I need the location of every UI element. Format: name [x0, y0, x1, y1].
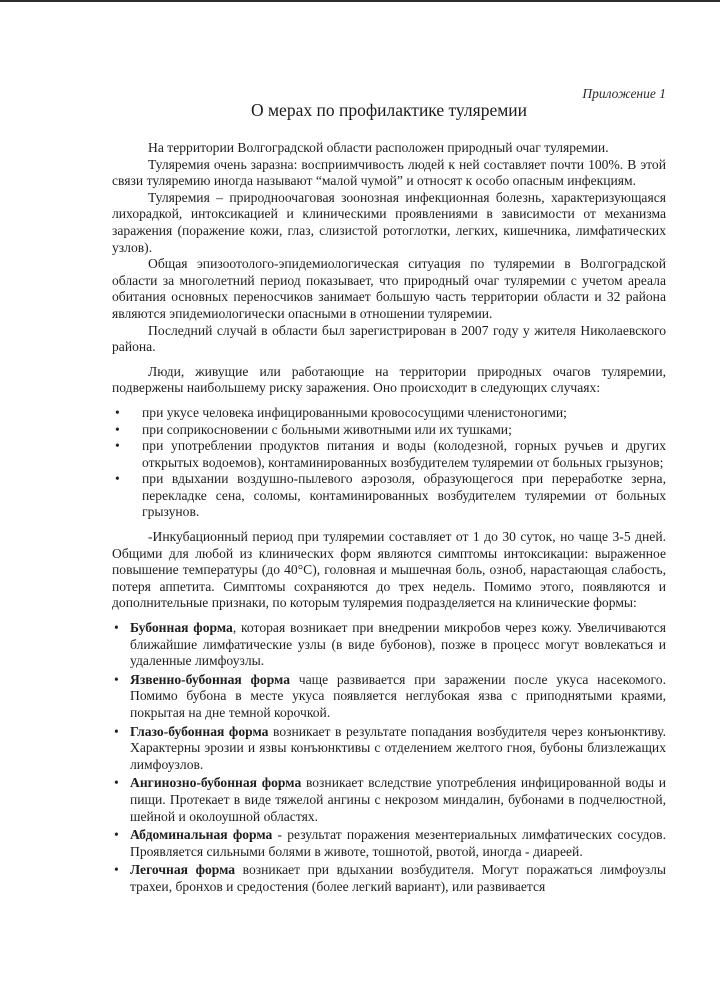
list-item: • Абдоминальная форма - результат поражения мезентериальных лимфатических сосудов. Проявляется сильными болями в животе, тошнотой, рвотой, иногда - диареей. — [114, 827, 666, 859]
document-body — [112, 140, 666, 898]
bullet-icon: • — [115, 404, 120, 420]
list-item: • при употреблении продуктов питания и воды (колодезной, горных ручьев и других открытых водоемов), контаминированных возбудителем туляремии от больных грызунов; — [115, 438, 666, 470]
paragraph-intro-1: На территории Волгоградской области расположен природный очаг туляремии. — [148, 140, 609, 155]
paragraph-intro-5: Последний случай в области был зарегистрирован в 2007 году у жителя Николаевского района. — [112, 322, 666, 355]
paragraph-intro-4: Общая эпизоотолого-эпидемиологическая ситуация по туляремии в Волгоградской области за многолетний период показывает, что природный очаг туляремии с учетом ареала обитания основных переносчиков занимает большую часть территории области и 32 района являются эпидемиологически опасными в отношении туляремии. — [112, 256, 666, 321]
paragraph-intro-3: Туляремия – природноочаговая зоонозная инфекционная болезнь, характеризующаяся лихорадкой, интоксикацией и клиническими проявлениями в зависимости от механизма заражения (поражение кожи, глаз, слизистой ротоглотки, легких, кишечника, лимфатических узлов). — [112, 189, 666, 255]
top-edge-bar — [0, 0, 720, 2]
form-name: Ангинозно-бубонная форма — [130, 775, 302, 791]
paragraph-incubation: -Инкубационный период при туляремии составляет от 1 до 30 суток, но чаще 3-5 дней. Общими для любой из клинических форм являются симптомы интоксикации: выраженное повышение температуры (до 40°С), головная и мышечная боль, озноб, нарастающая слабость, потеря аппетита. Симптомы сохраняются до трех недель. Помимо этого, появляются и дополнительные признаки, по которым туляремия подразделяется на клинические формы: — [112, 529, 666, 611]
form-name: Глазо-бубонная форма — [130, 723, 269, 739]
list-item: • Глазо-бубонная форма возникает в результате попадания возбудителя через конъюнктиву. Характерны эрозии и язвы конъюнктивы с отделением желтого гноя, бубоны близлежащих лимфоузлов. — [114, 723, 666, 772]
bullet-icon: • — [115, 438, 120, 454]
list-item: • при соприкосновении с больными животными или их тушками; — [115, 421, 512, 437]
form-name: Абдоминальная форма — [130, 827, 273, 843]
paragraph-risk: Люди, живущие или работающие на территории природных очагов туляремии, подвержены наибольшему риску заражения. Оно происходит в следующих случаях: — [112, 363, 666, 396]
bullet-icon: • — [114, 827, 119, 843]
form-name: Легочная форма — [130, 862, 236, 878]
infection-cases-list — [112, 405, 666, 521]
list-item: • Легочная форма возникает при вдыхании возбудителя. Могут поражаться лимфоузлы трахеи, бронхов и средостения (более легкий вариант), или развивается — [114, 862, 666, 894]
document-title: О мерах по профилактике туляремии — [250, 100, 528, 120]
form-name: Бубонная форма — [130, 620, 233, 636]
paragraph-intro-2: Туляремия очень заразна: восприимчивость людей к ней составляет почти 100%. В этой связи туляремию иногда называют “малой чумой” и относят к особо опасным инфекциям. — [112, 156, 666, 189]
list-item: • Бубонная форма, которая возникает при внедрении микробов через кожу. Увеличиваются ближайшие лимфатические узлы (в виде бубонов), позже в процесс могут вовлекаться и удаленные лимфоузлы. — [114, 620, 666, 669]
form-name: Язвенно-бубонная форма — [130, 671, 291, 687]
bullet-icon: • — [115, 421, 120, 437]
list-item: • Язвенно-бубонная форма чаще развивается при заражении после укуса насекомого. Помимо бубона в месте укуса появляется неглубокая язва с приподнятыми краями, покрытая на дне темной корочкой. — [114, 671, 666, 720]
list-item: • при вдыхании воздушно-пылевого аэрозоля, образующегося при переработке зерна, перекладке сена, соломы, контаминированных возбудителем туляремии от больных грызунов. — [115, 471, 666, 520]
bullet-icon: • — [114, 620, 119, 636]
bullet-icon: • — [115, 471, 120, 487]
bullet-icon: • — [114, 775, 119, 791]
list-item: • Ангинозно-бубонная форма возникает вследствие употребления инфицированной воды и пищи. Протекает в виде тяжелой ангины с некрозом миндалин, бубонами в подчелюстной, шейной и околоушной областях. — [114, 775, 667, 824]
bullet-icon: • — [114, 862, 119, 878]
clinical-forms-list — [112, 620, 666, 896]
bullet-icon: • — [114, 671, 119, 687]
bullet-icon: • — [114, 723, 119, 739]
list-item: • при укусе человека инфицированными кровососущими членистоногими; — [115, 404, 567, 420]
appendix-label: Приложение 1 — [582, 86, 666, 101]
